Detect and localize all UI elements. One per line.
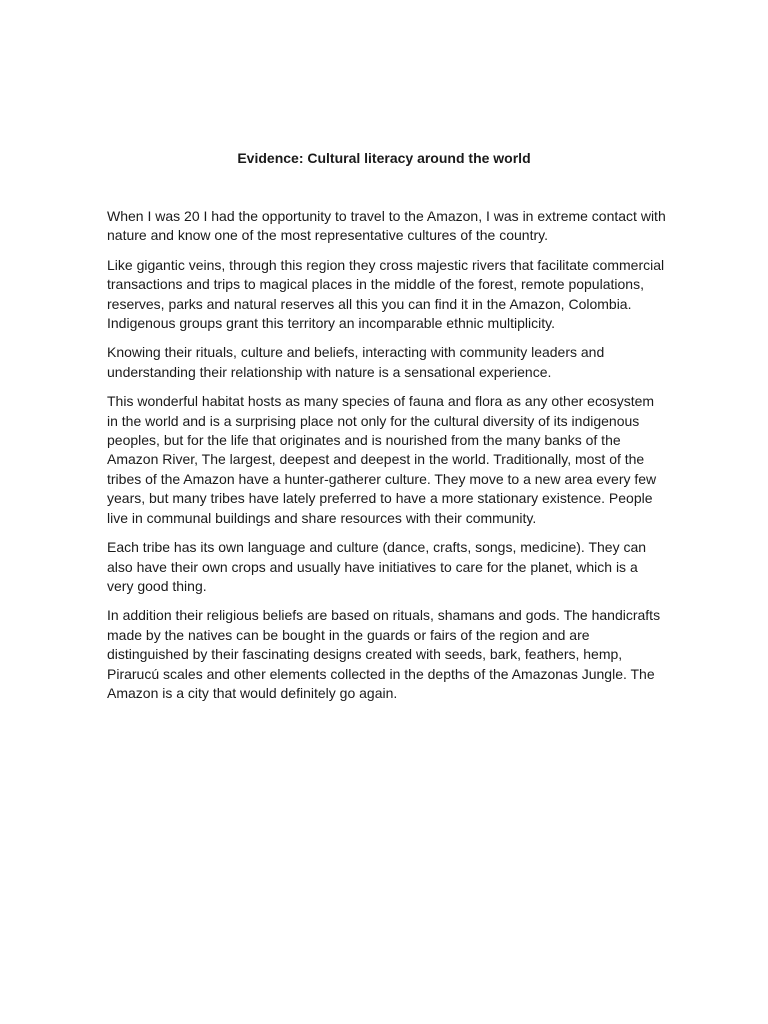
paragraph-1: When I was 20 I had the opportunity to travel to the Amazon, I was in extreme contact with nature and know one of the most representative cultures of the country. bbox=[107, 208, 666, 244]
paragraph-3: Knowing their rituals, culture and beliefs, interacting with community leaders and understanding their relationship with nature is a sensational experience. bbox=[107, 344, 605, 380]
paragraph-2: Like gigantic veins, through this region they cross majestic rivers that facilitate commercial transactions and trips to magical places in the middle of the forest, remote populations, reserves, parks and natural reserves all this you can find it in the Amazon, Colombia. Indigenous groups grant this territory an incomparable ethnic multiplicity. bbox=[107, 256, 665, 332]
paragraph-5: Each tribe has its own language and culture (dance, crafts, songs, medicine). They can also have their own crops and usually have initiatives to care for the planet, which is a very good thing. bbox=[107, 539, 647, 594]
paragraph-6: In addition their religious beliefs are based on rituals, shamans and gods. The handicrafts made by the natives can be bought in the guards or fairs of the region and are distinguished by their fascinating designs created with seeds, bark, feathers, hemp, Pirarucú scales and other elements collected in the depths of the Amazonas Jungle. The Amazon is a city that would definitely go again. bbox=[107, 607, 661, 701]
document-title: Evidence: Cultural literacy around the world bbox=[237, 150, 531, 166]
document-body bbox=[107, 207, 667, 713]
paragraph-4: This wonderful habitat hosts as many species of fauna and flora as any other ecosystem in the world and is a surprising place not only for the cultural diversity of its indigenous peoples, but for the life that originates and is nourished from the many banks of the Amazon River, The largest, deepest and deepest in the world. Traditionally, most of the tribes of the Amazon have a hunter-gatherer culture. They move to a new area every few years, but many tribes have lately preferred to have a more stationary existence. People live in communal buildings and share resources with their community. bbox=[107, 393, 657, 526]
